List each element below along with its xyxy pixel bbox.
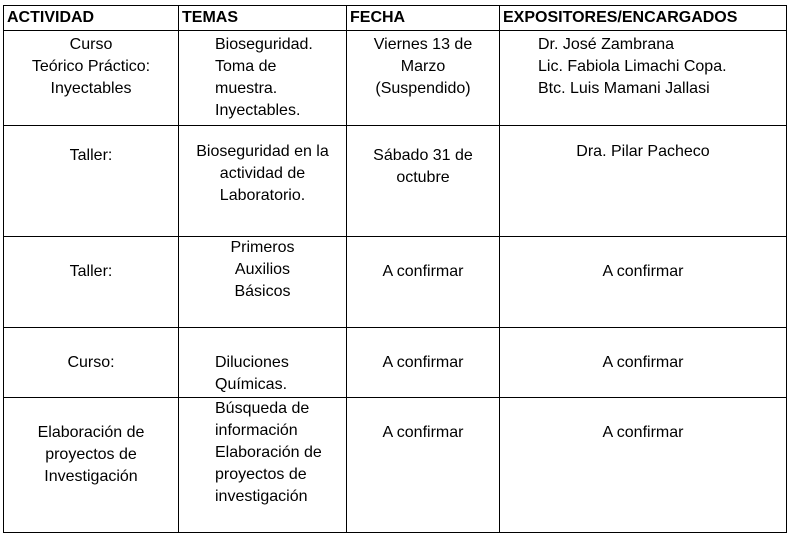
cell-actividad [4,31,179,126]
cell-line: proyectos de [45,446,137,463]
cell-line: Teórico Práctico: [31,58,151,75]
header-temas: TEMAS [179,6,347,31]
cell-line: Investigación [44,468,138,485]
cell-line: Auxilios [234,261,291,278]
cell-fecha [347,237,500,328]
cell-line: Laboratorio. [219,187,306,204]
table-row [4,126,787,237]
table-row [4,328,787,398]
cell-line: Básicos [234,283,291,300]
header-expositores: EXPOSITORES/ENCARGADOS [500,6,787,31]
cell-line: A confirmar [382,263,464,280]
cell-line: Curso: [67,354,115,371]
cell-line: A confirmar [382,354,464,371]
cell-fecha [347,328,500,398]
cell-expositores [500,126,787,237]
cell-actividad [4,328,179,398]
cell-line: Bioseguridad en la [196,143,329,160]
cell-line: Toma de [215,58,277,75]
cell-temas [179,126,347,237]
cell-temas [179,398,347,533]
cell-line: A confirmar [602,354,684,371]
cell-line: Elaboración de [37,424,145,441]
cell-line: Taller: [69,263,113,280]
cell-line: Diluciones [215,354,289,371]
table-row [4,31,787,126]
cell-line: actividad de [219,165,306,182]
cell-line: (Suspendido) [375,80,471,97]
cell-line: Búsqueda de [215,400,310,417]
cell-line: Sábado 31 de [373,147,473,164]
cell-actividad [4,126,179,237]
cell-line: información [215,422,298,439]
cell-line: Primeros [230,239,295,256]
header-fecha: FECHA [347,6,500,31]
cell-fecha [347,31,500,126]
cell-line: A confirmar [382,424,464,441]
cell-line: Dra. Pilar Pacheco [576,143,710,160]
cell-line: Elaboración de [215,444,322,461]
cell-fecha [347,126,500,237]
cell-line: Inyectables [50,80,132,97]
cell-line: proyectos de [215,466,307,483]
cell-line: Marzo [400,58,446,75]
cell-actividad [4,237,179,328]
cell-expositores [500,398,787,533]
header-actividad: ACTIVIDAD [4,6,179,31]
table-row [4,398,787,533]
table-row [4,237,787,328]
cell-line: A confirmar [602,263,684,280]
cell-expositores [500,237,787,328]
cell-expositores [500,328,787,398]
cell-line: Químicas. [215,376,288,393]
cell-temas [179,328,347,398]
cell-line: Btc. Luis Mamani Jallasi [538,80,710,97]
cell-expositores [500,31,787,126]
cell-line: Bioseguridad. [215,36,313,53]
cell-line: Dr. José Zambrana [538,36,675,53]
cell-line: Inyectables. [215,102,301,119]
cell-temas [179,237,347,328]
cell-line: Curso [69,36,113,53]
cell-temas [179,31,347,126]
cell-line: Lic. Fabiola Limachi Copa. [538,58,727,75]
cell-line: muestra. [215,80,278,97]
cell-line: Taller: [69,147,113,164]
cell-line: Viernes 13 de [373,36,473,53]
cell-line: investigación [215,488,308,505]
cell-line: octubre [396,169,450,186]
cell-fecha [347,398,500,533]
schedule-table [3,5,787,533]
header-row [4,6,787,31]
cell-actividad [4,398,179,533]
cell-line: A confirmar [602,424,684,441]
